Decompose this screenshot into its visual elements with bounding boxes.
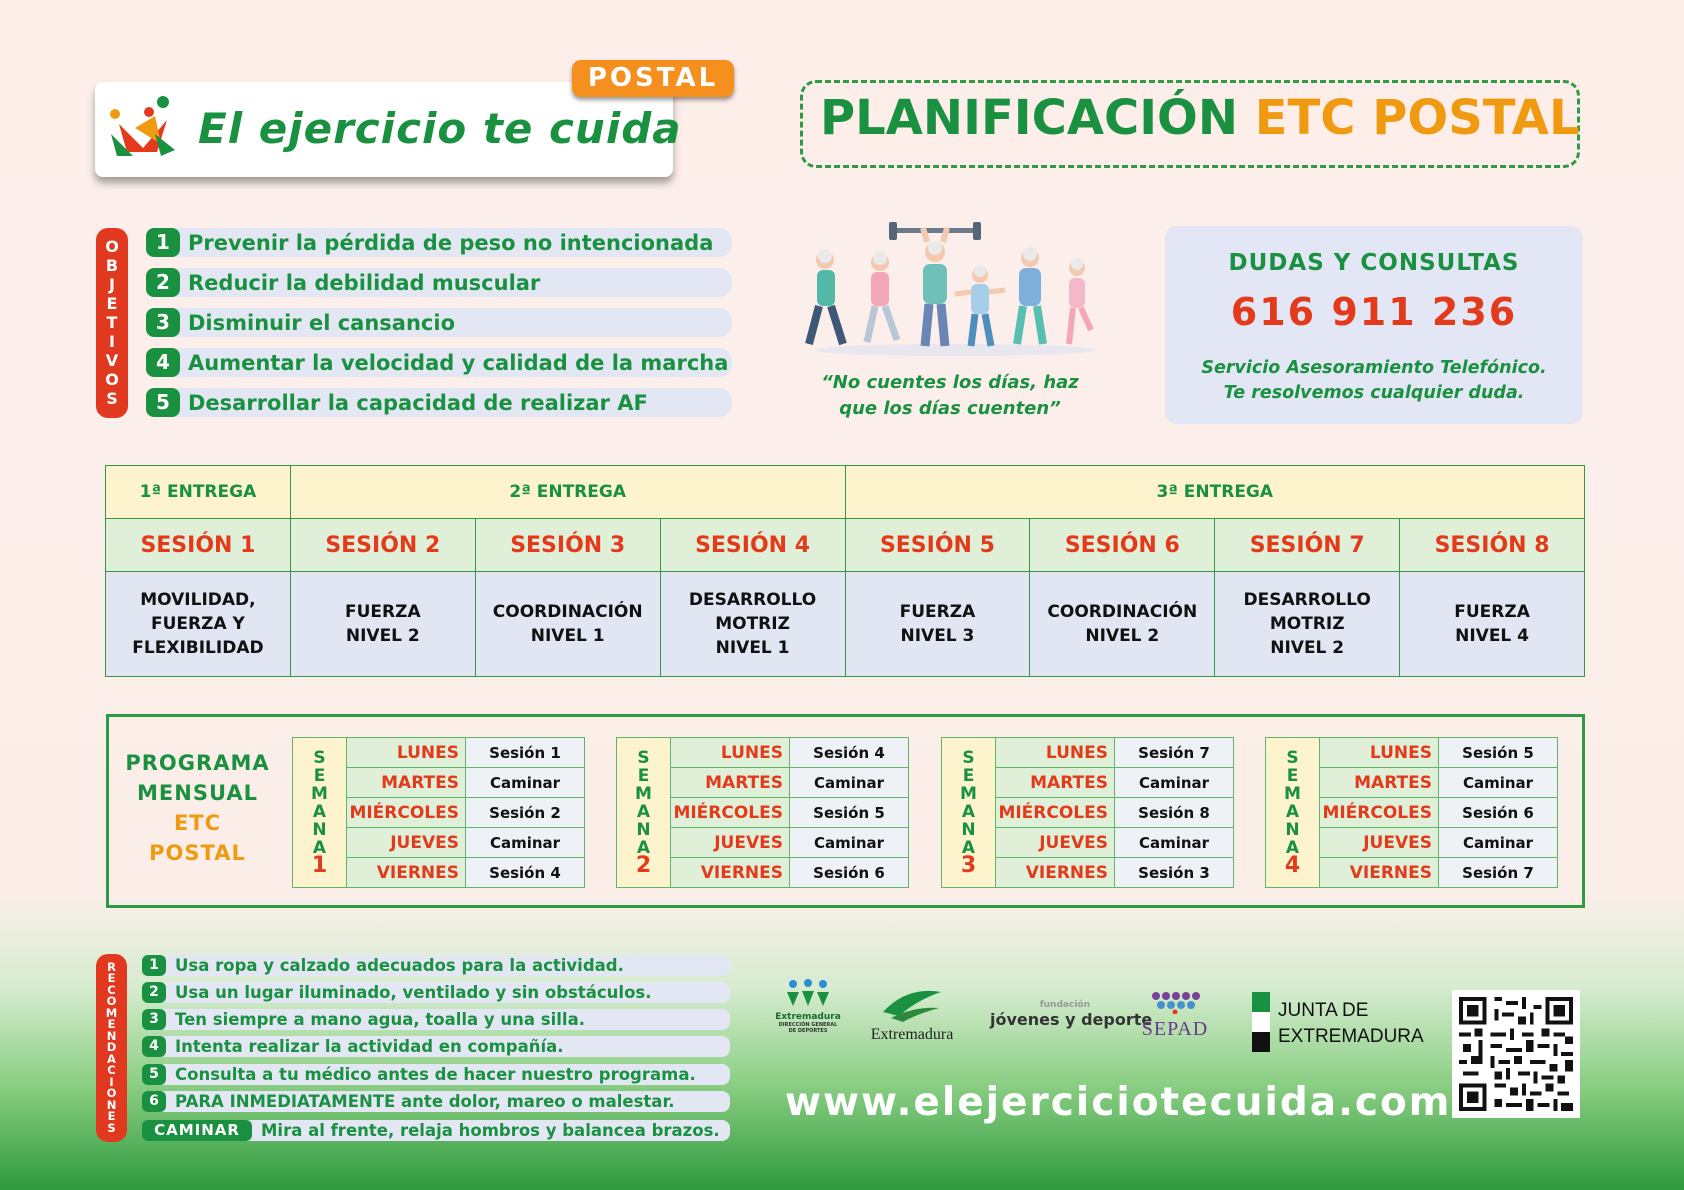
recommendation-item	[142, 1120, 730, 1141]
logo-title: El ejercicio te cuida	[198, 104, 682, 153]
activity-cell: Sesión 8	[1115, 798, 1234, 828]
week-table-2	[616, 737, 909, 888]
activity-cell: Sesión 5	[790, 798, 909, 828]
jovenes-deporte-name: jóvenes y deporte	[990, 1010, 1153, 1029]
recommendation-item	[142, 955, 730, 976]
activity-cell: Sesión 7	[1115, 738, 1234, 768]
sessions-table	[105, 465, 1585, 677]
program-label	[115, 748, 280, 868]
sepad-dots-icon	[1148, 990, 1202, 1014]
activity-cell: Sesión 7	[1439, 858, 1558, 888]
objective-item	[146, 388, 732, 417]
day-cell: MIÉRCOLES	[1320, 798, 1439, 828]
objective-number: 2	[146, 268, 180, 297]
day-cell: LUNES	[671, 738, 790, 768]
extremadura-leaf-icon	[877, 982, 947, 1022]
sessions-row	[106, 519, 1585, 572]
activity-cell: Sesión 6	[790, 858, 909, 888]
recommendation-text: Consulta a tu médico antes de hacer nuestro programa.	[175, 1065, 696, 1084]
recommendation-text: Usa un lugar iluminado, ventilado y sin obstáculos.	[175, 983, 652, 1002]
website-link[interactable]: www.elejerciciotecuida.com	[785, 1080, 1452, 1125]
activity-cell: Caminar	[1439, 768, 1558, 798]
recommendation-text: Mira al frente, relaja hombros y balancea brazos.	[261, 1121, 720, 1140]
objective-number: 5	[146, 388, 180, 417]
recommendation-number: 5	[142, 1064, 166, 1085]
program-label-line-1: PROGRAMA	[125, 751, 270, 775]
day-cell: MARTES	[996, 768, 1115, 798]
fundacion-label: fundación	[1039, 1000, 1090, 1010]
session-content: DESARROLLO MOTRIZ NIVEL 2	[1215, 572, 1400, 677]
day-cell: MIÉRCOLES	[671, 798, 790, 828]
objective-text: Reducir la debilidad muscular	[188, 270, 541, 295]
week-label: S E M A N A 2	[617, 738, 671, 888]
objective-text: Disminuir el cansancio	[188, 310, 455, 335]
consultas-desc-line-1: Servicio Asesoramiento Telefónico.	[1201, 358, 1547, 378]
consultas-box	[1165, 226, 1583, 424]
activity-cell: Sesión 4	[790, 738, 909, 768]
day-cell: MARTES	[1320, 768, 1439, 798]
sepad-name: SEPAD	[1141, 1018, 1209, 1040]
jovenes-deporte-logo	[990, 1000, 1153, 1029]
recommendation-number: 1	[142, 955, 166, 976]
junta-name	[1278, 998, 1424, 1050]
quote-line-2: que los días cuenten”	[839, 398, 1061, 419]
motivational-quote	[800, 370, 1100, 422]
sepad-logo	[1120, 990, 1230, 1041]
recommendation-text: Ten siempre a mano agua, toalla y una silla.	[175, 1010, 585, 1029]
day-cell: LUNES	[996, 738, 1115, 768]
week-table-3	[941, 737, 1234, 888]
objective-number: 1	[146, 228, 180, 257]
session-name: SESIÓN 1	[106, 519, 291, 572]
page-title	[820, 90, 1580, 146]
consultas-description	[1165, 356, 1583, 406]
delivery-cell: 1ª ENTREGA	[106, 466, 291, 519]
day-cell: JUEVES	[347, 828, 466, 858]
quote-line-1: “No cuentes los días, haz	[821, 372, 1079, 393]
day-cell: MARTES	[347, 768, 466, 798]
program-label-line-2: MENSUAL	[137, 781, 258, 805]
activity-cell: Caminar	[466, 768, 585, 798]
delivery-cell: 2ª ENTREGA	[290, 466, 845, 519]
recommendation-number: CAMINAR	[142, 1120, 252, 1141]
activity-cell: Caminar	[1115, 828, 1234, 858]
recommendation-number: 3	[142, 1009, 166, 1030]
delivery-cell: 3ª ENTREGA	[845, 466, 1585, 519]
recommendation-text: Usa ropa y calzado adecuados para la actividad.	[175, 956, 624, 975]
objective-text: Prevenir la pérdida de peso no intencionada	[188, 230, 714, 255]
day-cell: VIERNES	[1320, 858, 1439, 888]
objective-item	[146, 348, 732, 377]
objectives-label: O B J E T I V O S	[96, 228, 128, 418]
activity-cell: Sesión 4	[466, 858, 585, 888]
recommendation-item	[142, 1036, 730, 1057]
recommendation-number: 2	[142, 982, 166, 1003]
extremadura-deporte-name: Extremadura	[775, 1012, 841, 1022]
objective-item	[146, 228, 732, 257]
session-name: SESIÓN 4	[660, 519, 845, 572]
activity-cell: Sesión 2	[466, 798, 585, 828]
recommendation-number: 6	[142, 1091, 166, 1112]
phone-number[interactable]: 616 911 236	[1230, 290, 1518, 334]
flag-green-stripe	[1252, 992, 1270, 1012]
session-content: MOVILIDAD, FUERZA Y FLEXIBILIDAD	[106, 572, 291, 677]
day-cell: MARTES	[671, 768, 790, 798]
week-table-1	[292, 737, 585, 888]
week-number: 1	[311, 853, 328, 878]
recommendations-label: R E C O M E N D A C I O N E S	[96, 954, 127, 1142]
week-number: 4	[1284, 853, 1301, 878]
program-label-line-4: POSTAL	[149, 841, 246, 865]
flag-black-stripe	[1252, 1032, 1270, 1052]
objective-item	[146, 308, 732, 337]
extremadura-deporte-subtitle: DIRECCIÓN GENERAL DE DEPORTES	[778, 1022, 838, 1034]
day-cell: JUEVES	[671, 828, 790, 858]
day-cell: VIERNES	[671, 858, 790, 888]
day-cell: MIÉRCOLES	[347, 798, 466, 828]
recommendation-item	[142, 982, 730, 1003]
session-content: FUERZA NIVEL 4	[1400, 572, 1585, 677]
activity-cell: Caminar	[1115, 768, 1234, 798]
extremadura-name: Extremadura	[870, 1026, 954, 1043]
recommendation-item	[142, 1091, 730, 1112]
activity-cell: Caminar	[1439, 828, 1558, 858]
session-name: SESIÓN 6	[1030, 519, 1215, 572]
consultas-title: DUDAS Y CONSULTAS	[1228, 250, 1520, 276]
activity-cell: Caminar	[790, 768, 909, 798]
session-name: SESIÓN 8	[1400, 519, 1585, 572]
flag-white-stripe	[1252, 1012, 1270, 1032]
objective-text: Desarrollar la capacidad de realizar AF	[188, 390, 648, 415]
day-cell: JUEVES	[996, 828, 1115, 858]
day-cell: MIÉRCOLES	[996, 798, 1115, 828]
people-logo-icon	[785, 978, 831, 1008]
day-cell: VIERNES	[347, 858, 466, 888]
week-table-4	[1265, 737, 1558, 888]
seniors-exercising-illustration	[805, 220, 1105, 360]
week-number: 3	[960, 853, 977, 878]
activity-cell: Sesión 6	[1439, 798, 1558, 828]
session-content: FUERZA NIVEL 2	[290, 572, 475, 677]
activity-cell: Caminar	[790, 828, 909, 858]
deliveries-row	[106, 466, 1585, 519]
session-name: SESIÓN 7	[1215, 519, 1400, 572]
week-label: S E M A N A 1	[293, 738, 347, 888]
program-label-line-3: ETC	[173, 811, 222, 835]
day-cell: VIERNES	[996, 858, 1115, 888]
activity-cell: Sesión 5	[1439, 738, 1558, 768]
title-part2: ETC POSTAL	[1254, 90, 1580, 146]
junta-extremadura-logo	[1252, 992, 1424, 1052]
week-label: S E M A N A 4	[1266, 738, 1320, 888]
session-content: COORDINACIÓN NIVEL 1	[475, 572, 660, 677]
junta-line-1: JUNTA DE	[1278, 1000, 1369, 1021]
objective-item	[146, 268, 732, 297]
qr-code-icon	[1459, 997, 1573, 1111]
session-content: FUERZA NIVEL 3	[845, 572, 1030, 677]
day-cell: JUEVES	[1320, 828, 1439, 858]
day-cell: LUNES	[347, 738, 466, 768]
session-name: SESIÓN 2	[290, 519, 475, 572]
extremadura-logo	[852, 982, 972, 1044]
recommendation-number: 4	[142, 1036, 166, 1057]
qr-code[interactable]	[1452, 990, 1580, 1118]
activity-cell: Caminar	[466, 828, 585, 858]
objective-text: Aumentar la velocidad y calidad de la marcha	[188, 350, 729, 375]
session-name: SESIÓN 3	[475, 519, 660, 572]
consultas-desc-line-2: Te resolvemos cualquier duda.	[1223, 383, 1525, 403]
contents-row	[106, 572, 1585, 677]
postal-badge: POSTAL	[572, 60, 734, 97]
recommendation-item	[142, 1009, 730, 1030]
session-content: COORDINACIÓN NIVEL 2	[1030, 572, 1215, 677]
objective-number: 3	[146, 308, 180, 337]
session-content: DESARROLLO MOTRIZ NIVEL 1	[660, 572, 845, 677]
day-cell: LUNES	[1320, 738, 1439, 768]
week-number: 2	[635, 853, 652, 878]
recommendation-text: PARA INMEDIATAMENTE ante dolor, mareo o malestar.	[175, 1092, 675, 1111]
extremadura-deporte-logo	[775, 978, 841, 1034]
activity-cell: Sesión 3	[1115, 858, 1234, 888]
objective-number: 4	[146, 348, 180, 377]
session-name: SESIÓN 5	[845, 519, 1030, 572]
exercise-logo-icon	[105, 94, 183, 166]
recommendation-item	[142, 1064, 730, 1085]
week-label: S E M A N A 3	[942, 738, 996, 888]
title-part1: PLANIFICACIÓN	[820, 90, 1239, 146]
activity-cell: Sesión 1	[466, 738, 585, 768]
junta-line-2: EXTREMADURA	[1278, 1026, 1424, 1047]
recommendation-text: Intenta realizar la actividad en compañía.	[175, 1037, 564, 1056]
